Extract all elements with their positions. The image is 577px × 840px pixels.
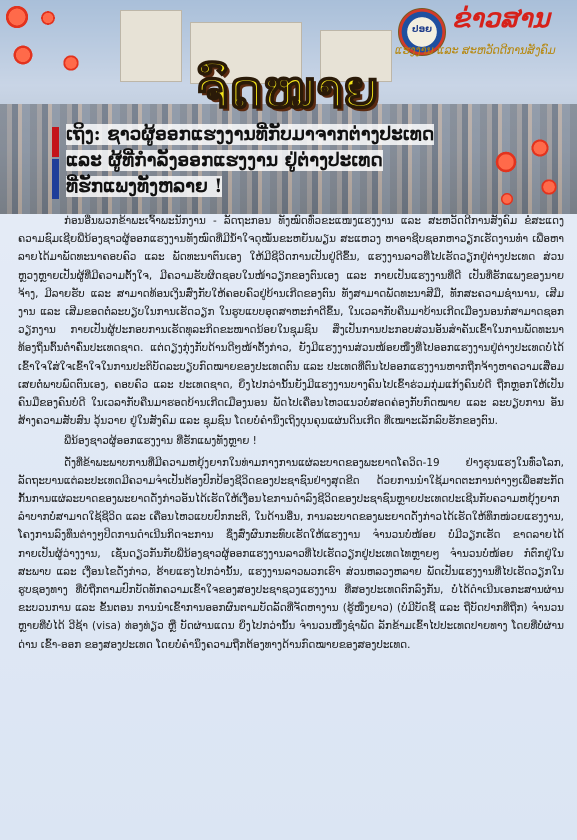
- subject-accent-blue: [52, 159, 59, 199]
- subject-line-1: ເຖິງ: ຊາວຜູ້ອອກແຮງງານທີ່ກັບມາຈາກຕ່າງປະເທດ: [66, 124, 435, 145]
- virus-icon: [540, 178, 558, 196]
- subject-accent-red: [52, 127, 59, 157]
- greeting: ພີ່ນ້ອງຊາວຜູ້ອອກແຮງງານ ທີ່ຮັກແພງທັງຫຼາຍ !: [64, 435, 257, 448]
- subject-line-3: ທີ່ຮັກແພງທັງຫລາຍ !: [66, 176, 223, 197]
- paragraph-1: ກ່ອນອື່ນພວກຂ້າພະເຈົ້າພະນັກງານ - ລັດຖະກອນ ທັງໝົດທົ່ວຂະແໜງແຮງງານ ແລະ ສະຫວັດດີການສັງຄົມ ຂໍສະແດງຄວາມຊົມເຊີຍພີ່ນ້ອງຊາວຜູ້ອອກແຮງງານທັງໝົດທີ່ມີນໍ້າໃຈດຸໝັ່ນຂະຫຍັນພຽນ ສະແຫວງ ຫາອາຊີບຊອກຫາວຽກເຮັດງານທໍາ ເພື່ອຫາລາຍໄດ້ມາພັດທະນາຄອບຄົວ ແລະ ພັດທະນາຕົນເອງ ໃຫ້ມີຊີວິດການເປັນຢູ່ດີຂຶ້ນ, ແຮງງານລາວທີ່ໄປເຮັດວຽກຢູ່ຕ່າງປະເທດ ສ່ວນຫຼວງຫຼາຍເປັນຜູ້ທີ່ມີຄວາມຕັ້ງໃຈ, ມີຄວາມຮັບຜິດຊອບໃນໜ້າວຽກຂອງຕົນເອງ ແລະ ກາຍເປັນແຮງງານທີ່ດີ ເປັນທີ່ຮັກແພງຂອງນາຍຈ້າງ, ມີລາຍຮັບ ແລະ ສາມາດທ້ອນເງິນສົ່ງກັບໃຫ້ຄອບຄົວຢູ່ບ້ານເກີດຂອງຕົນ ທັງສາມາດພັດທະນາສີມື, ທັກສະຄວາມຊໍານານ, ເສີມງານ ແລະ ເສີມຂອດຕໍ່ລະບຽບໃນການເຮັດວຽກ ໃນຮູບແບບອຸດສາຫະກໍາດີຂຶ້ນ, ໃນເວລາກັບຄືນມາບ້ານເກີດເມືອງນອນກໍສາມາດຊອກວຽກງານ ກາຍເປັນຜູ້ປະກອບການເຮັດທຸລະກິດຂະໜາດນ້ອຍໃນຊຸມຊົນ ສິ່ງເປັນການປະກອບສ່ວນອັນສໍາຄັນເຂົ້າໃນການພັດທະນາທ້ອງຖິ່ນຕົ້ນຕໍ່າຄົ່ນປະເທດຊາດ. ແຕ່ດຽງກຸ່ງກັບດ້ານດີໆໜ້າຕັ້ງກ່າວ, ຍັງມີແຮງງານສ່ວນໜ້ອຍໜຶ່ງທີ່ໄປອອກແຮງງານຢູ່ຕ່າງປະເທດບໍ່ໄດ້ເຂົ້າໃຈໃສ່ໃຈເຂົ້າໃຈໃນການປະຕິບັດລະບຽບກົດໝາຍຂອງປະເທດຕົນ ແລະ ປະເທດທີ່ຕົນໄປອອກແຮງງານຫາກຖືກຈ້າງຫາຄວາມເສື່ອມເສຍຕໍ່ພາບພົດຕົນເອງ, ຄອບຄົວ ແລະ ປະເທດຊາດ, ຍິ່ງໄປກວ່ານັ້ນຍັງມີແຮງງານບາງຄົນໄປເຂົ້າຮ່ວມກຸ່ມແກ້ງຄົນບໍ່ດີ ຖືກຫຼອກໃຫ້ເປັນຄົນມືຂອງຄົນບໍ່ດີ ໃນເວລາກັບຄືນມາຮອດບ້ານເກີດເມືອງນອນ ພັດໄປເຄື່ອນໄຫວແນວບໍ່ສອດຄ່ອງກັບກົດໝາຍ ແລະ ລະບຽບການ ອັນສ້າງຄວາມສັບສົນ ວຸ້ນວາຍ ຢູ່ໃນສັງຄົມ ແລະ ຊຸມຊົນ ໂດຍບໍ່ຄໍານຶງເຖິງບຸນຄຸນແຜ່ນດິນເກີດ ທີ່ເໝາະເລັກລົບຮັກຂອງຕົນ.: [18, 215, 564, 428]
- paragraph-2: ດັ່ງທີ່ຂ້າພະພາບການທີ່ມີຄວາມຫຍຸ້ງຍາກໃນທ່າມກາງການແຜ່ລະບາດຂອງພະຍາດໂຄວິດ-19 ຢ່າງຮຸນແຮງໃນທົ່ວໂລກ, ລັດຖະບານແຕ່ລະປະເທດມີຄວາມຈໍາເປັນຕ້ອງປົກປ້ອງຊີວິດຂອງປະຊາຊົນຢ່າງສຸດຂີດ ດ້ວຍການນໍາໃຊ້ມາດຕະການຕ່າງໆເພື່ອສະກັດກັ້ນການແຜ່ລະບາດຂອງພະຍາດດັ່ງກ່າວອັນໄດ້ເຮັດໃຫ້ເງື່ອນໄຂການດໍາລົງຊີວິດຂອງປະຊາຊົນຫຼາຍປະເທດປະເຊີນກັບຄວາມຫຍຸ້ງຍາກລໍາບາກບໍ່ສາມາດໃຊ້ຊີວິດ ແລະ ເຄື່ອນໄຫວແບບປົກກະຕິ, ໃນດ້ານອື່ນ, ການລະບາດຂອງພະຍາດດັ່ງກ່າວໄດ້ເຮັດໃຫ້ທຶກໜ່ວຍແຮງງານ, ໂຄງການລົງທຶນຕ່າງໆປິດການດໍາເນີນກິດຈະການ ຊຶ່ງສົ່ງຜົນກະທົບເຮັດໃຫ້ແຮງງານ ຈໍານວນບໍ່ໜ້ອຍ ບໍ່ມີວຽກເຮັດ ຂາດລາຍໄດ້ກາຍເປັນຜູ້ວ່າງງານ, ເຊັ່ນດຽວກັນກັບພີ່ນ້ອງຊາວຜູ້ອອກແຮງງານລາວທີ່ໄປເຮັດວຽກຢູ່ປະເທດໄທຫຼາຍໆ ຈໍານວນບໍ່ໜ້ອຍ ກໍຕົກຢູ່ໃນສະພາບ ແລະ ເງື່ອນໄຂດັ່ງກ່າວ, ຮ້າຍແຮງໄປກວ່ານັ້ນ, ແຮງງານລາວພວກເຮົາ ສ່ວນຫລວງຫລາຍ ພັດເປັນແຮງງານທີ່ໄປເຮັດວຽກໃນຮູບຊອງທາງ ທີ່ບໍ່ຖືກຕາມປົກບັດທັກຄວາມເຂົ້າໃຈຂອງສອງປະຊາຊວງແຮງງານ ທີ່ສອງປະເທດຕົກລົງກັນ, ບໍ່ໄດ້ດໍາເນີນເອກະສານຜ່ານຂະບວນການ ແລະ ຂັ້ນຕອນ ການນໍາເຂົ້າການອອກຜົນຕາມບັດລັດທີ່ຈັດຫາງານ (ຮູ້ໜຶ່ງຍາວ) (ບໍ່ມີບັດຊີ້ ແລະ ຖືບັດປາກທີ່ຖືກ) ຈໍານວນຫຼາຍທີ່ບໍ່ໄດ້ ວີຊ້າ (visa) ທ່ອງທ່ຽວ ຫຼື ບັດຜ່ານແດນ ຍິ່ງໄປກວ່ານັ້ນ ຈໍານວນໜຶ່ງຊໍາພັດ ລັກຂ້າມເຂົ້າໄປປະເທດປາຍທາງ ໂດຍທີ່ບໍ່ຜ່ານດ່ານ ເຂົ້າ-ອອກ ຂອງສອງປະເທດ ໂດຍບໍ່ຄໍານຶງຄວາມຖືກຕ້ອງທາງດ້ານກົດໝາຍຂອງສອງປະເທດ.: [18, 456, 564, 651]
- letter-body: [18, 212, 564, 654]
- brand-subtitle: ແຮງງານ ແລະ ສະຫວັດດີການສັງຄົມ: [395, 44, 556, 57]
- subject-heading: [66, 122, 536, 200]
- letter-title: ຈົດໝາຍ: [196, 60, 380, 119]
- virus-icon: [40, 10, 56, 26]
- logo-text: ປອຍ: [412, 25, 432, 35]
- subject-line-2: ແລະ ຜູ້ທີ່ກໍາລັງອອກແຮງງານ ຢູ່ຕ່າງປະເທດ: [66, 150, 383, 171]
- virus-icon: [4, 4, 30, 30]
- header-banner: [0, 0, 577, 214]
- virus-icon: [62, 54, 80, 72]
- brand-name: ຂ່າວສານ: [452, 4, 550, 34]
- virus-icon: [12, 44, 34, 66]
